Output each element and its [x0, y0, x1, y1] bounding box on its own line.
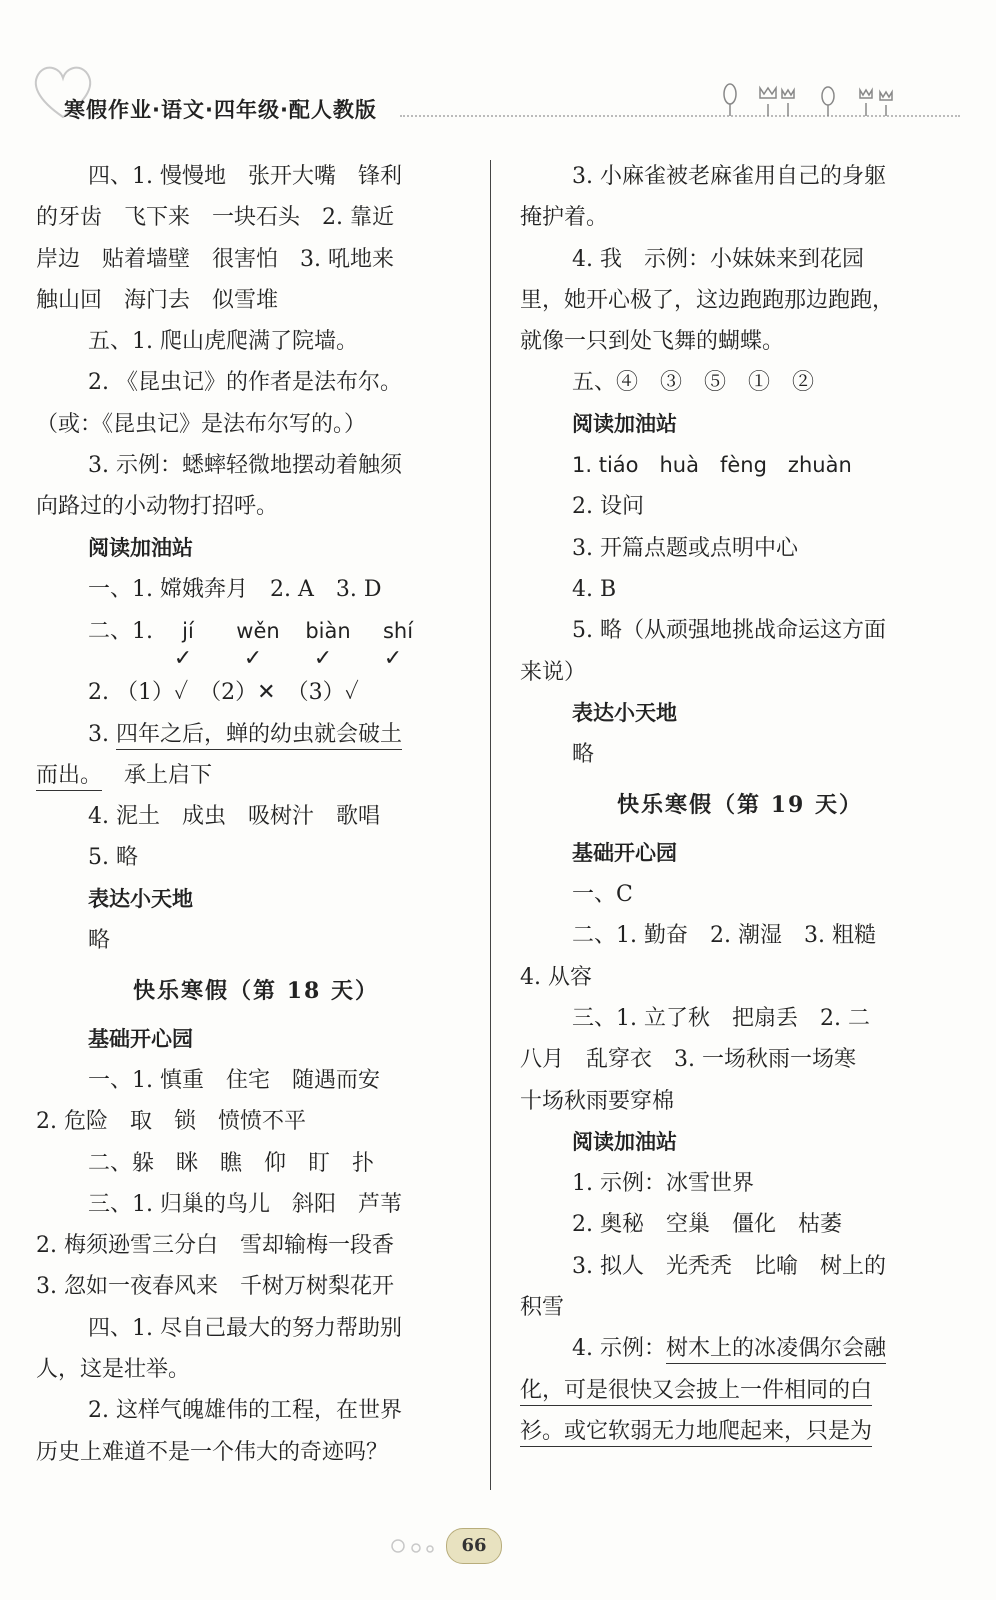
answer-line: 向路过的小动物打招呼。: [36, 494, 279, 520]
section-heading: 基础开心园: [88, 1026, 193, 1051]
answer-line: 2. （1）✓ （2）✕ （3）✓: [88, 680, 359, 706]
day-title: 快乐寒假（第 18 天）: [133, 978, 379, 1005]
page-number: 66: [446, 1528, 502, 1564]
column-divider: [490, 160, 491, 1490]
answer-line: 八月 乱穿衣 3. 一场秋雨一场寒: [520, 1047, 856, 1073]
answer-line: 人，这是壮举。: [36, 1357, 191, 1383]
underlined-answer: 四年之后，蝉的幼虫就会破土: [116, 722, 402, 750]
underlined-answer: 而出。: [36, 763, 102, 791]
answer-line: 3. 拟人 光秃秃 比喻 树上的: [572, 1253, 886, 1279]
answer-line: 掩护着。: [520, 205, 609, 231]
answer-line: [520, 1328, 960, 1369]
check-icon: ✓: [173, 646, 193, 672]
answer-line: 3. 示例：蟋蟀轻微地摆动着触须: [88, 453, 402, 479]
answer-number: 二、1.: [88, 619, 153, 645]
left-column: [36, 156, 476, 1473]
day-title: 快乐寒假（第 19 天）: [617, 792, 863, 819]
answer-line: [520, 1370, 960, 1411]
answer-line: 3. 忽如一夜春风来 千树万树梨花开: [36, 1274, 394, 1300]
page-header: [0, 0, 996, 135]
book-title: 寒假作业·语文·四年级·配人教版: [64, 98, 377, 122]
answer-line: [36, 714, 476, 755]
answer-line: 4. 从容: [520, 964, 592, 990]
answer-line: 3. 开篇点题或点明中心: [572, 535, 798, 561]
answer-line: 历史上难道不是一个伟大的奇迹吗？: [36, 1439, 389, 1465]
pinyin-row: [36, 616, 476, 646]
answer-line: 五、1. 爬山虎爬满了院墙。: [88, 329, 358, 355]
answer-text: 承上启下: [124, 762, 213, 788]
answer-line: 2. 设问: [572, 494, 644, 520]
answer-line: 触山回 海门去 似雪堆: [36, 287, 279, 313]
answer-line: 三、1. 归巢的鸟儿 斜阳 芦苇: [88, 1191, 402, 1217]
underlined-answer: 树木上的冰凌偶尔会融: [666, 1336, 886, 1364]
check-icon: ✓: [383, 646, 403, 672]
answer-line: 略: [572, 742, 595, 768]
answer-line: 4. 泥土 成虫 吸树汁 歌唱: [88, 804, 380, 830]
answer-line: 一、1. 慎重 住宅 随遇而安: [88, 1067, 380, 1093]
answer-line: 2. 梅须逊雪三分白 雪却输梅一段香: [36, 1233, 394, 1259]
answer-line: 积雪: [520, 1295, 565, 1321]
answer-line: 3. 小麻雀被老麻雀用自己的身躯: [572, 164, 886, 189]
answer-line: 四、1. 慢慢地 张开大嘴 锋利: [88, 164, 402, 189]
answer-line: [520, 1411, 960, 1452]
tick-row: [36, 646, 476, 672]
answer-line: 三、1. 立了秋 把扇丢 2. 二: [572, 1005, 870, 1031]
answer-line: 1. 示例：冰雪世界: [572, 1171, 754, 1197]
pinyin: shí: [382, 619, 414, 644]
plants-decoration-icon: [720, 80, 910, 120]
answer-line: 的牙齿 飞下来 一块石头 2. 靠近: [36, 205, 394, 231]
answer-line: 5. 略（从顽强地挑战命运这方面: [572, 618, 886, 644]
section-heading: 阅读加油站: [572, 411, 677, 436]
answer-line: 就像一只到处飞舞的蝴蝶。: [520, 329, 785, 355]
section-heading: 表达小天地: [88, 886, 193, 911]
answer-line: （或：《昆虫记》是法布尔写的。）: [36, 411, 367, 437]
answer-line: 2. 这样气魄雄伟的工程，在世界: [88, 1398, 402, 1424]
underlined-answer: 化，可是很快又会披上一件相同的白: [520, 1378, 872, 1406]
right-column: [520, 156, 960, 1452]
section-heading: 表达小天地: [572, 700, 677, 725]
answer-line: 4. B: [572, 576, 617, 602]
answer-line: 略: [88, 928, 111, 954]
answer-line: 二、躲 眯 瞧 仰 盯 扑: [88, 1150, 375, 1176]
answer-number: 3.: [88, 721, 109, 747]
answer-line: 一、C: [572, 882, 633, 908]
underlined-answer: 衫。或它软弱无力地爬起来，只是为: [520, 1419, 872, 1447]
answer-line: 4. 我 示例：小妹妹来到花园: [572, 246, 864, 272]
pinyin: biàn: [305, 619, 351, 644]
answer-line: 1. tiáo huà fèng zhuàn: [572, 453, 852, 478]
answer-text: 4. 示例：: [572, 1336, 666, 1362]
answer-line: 五、④ ③ ⑤ ① ②: [572, 370, 815, 396]
pinyin: wěn: [236, 619, 280, 644]
dots-decoration-icon: [388, 1536, 448, 1556]
section-heading: 阅读加油站: [572, 1129, 677, 1154]
answer-line: 岸边 贴着墙壁 很害怕 3. 吼地来: [36, 246, 394, 272]
check-icon: ✓: [313, 646, 333, 672]
answer-line: 二、1. 勤奋 2. 潮湿 3. 粗糙: [572, 923, 876, 949]
answer-line: 2. 《昆虫记》的作者是法布尔。: [88, 370, 402, 396]
answer-line: 十场秋雨要穿棉: [520, 1088, 675, 1114]
section-heading: 阅读加油站: [88, 535, 193, 560]
check-icon: ✓: [243, 646, 263, 672]
answer-line: 来说）: [520, 659, 587, 685]
pinyin: jí: [182, 619, 194, 644]
section-heading: 基础开心园: [572, 840, 677, 865]
answer-line: 四、1. 尽自己最大的努力帮助别: [88, 1315, 402, 1341]
answer-line: 里，她开心极了，这边跑跑那边跑跑，: [520, 287, 895, 313]
answer-line: 5. 略: [88, 845, 138, 871]
answer-line: [36, 755, 476, 796]
answer-line: 2. 危险 取 锁 愤愤不平: [36, 1109, 306, 1135]
answer-line: 一、1. 嫦娥奔月 2. A 3. D: [88, 576, 382, 602]
answer-line: 2. 奥秘 空巢 僵化 枯萎: [572, 1212, 842, 1238]
